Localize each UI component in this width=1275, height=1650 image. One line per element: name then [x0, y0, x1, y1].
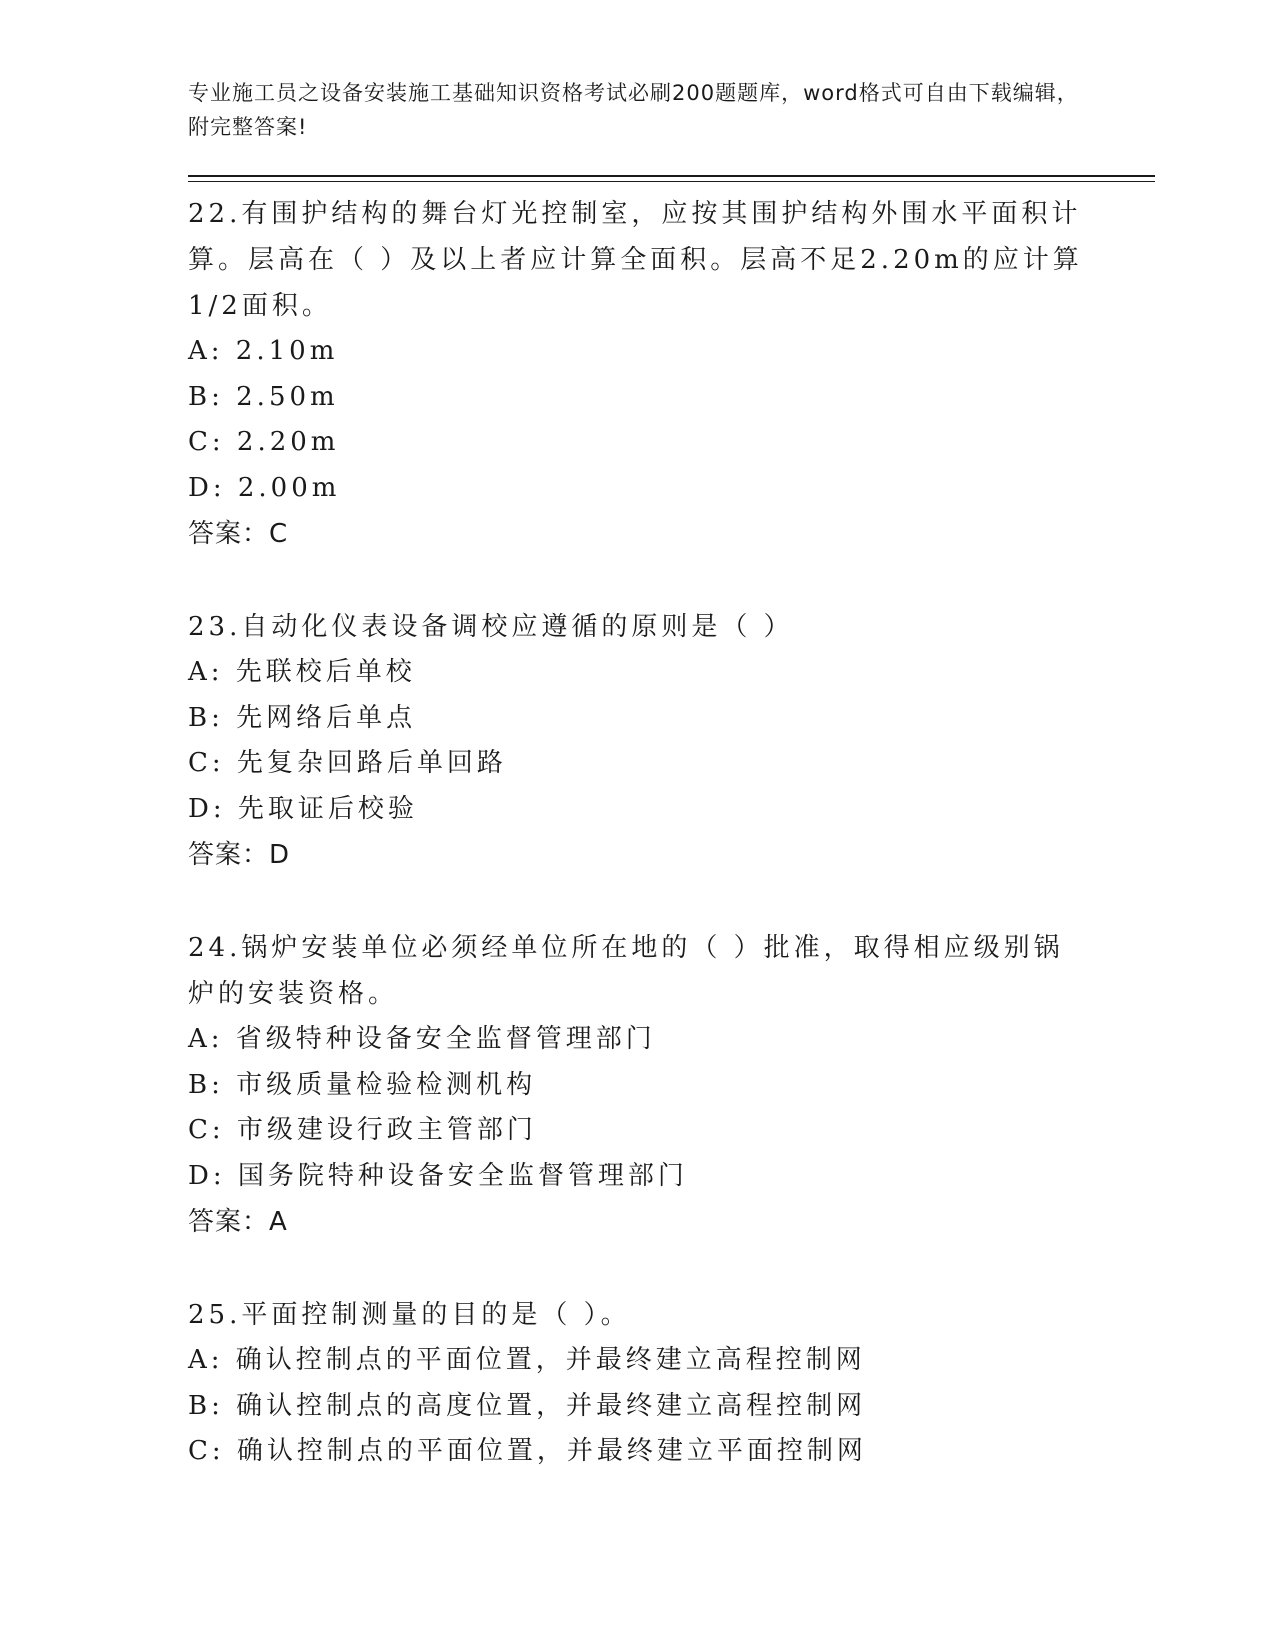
option-b: B: 2.50m	[188, 381, 339, 412]
question-text: 23.自动化仪表设备调校应遵循的原则是（ ）	[188, 612, 794, 642]
question-list	[188, 191, 1088, 1522]
option-c: C: 2.20m	[188, 427, 340, 457]
option-d: D: 2.00m	[188, 472, 341, 503]
header-divider-thick	[188, 175, 1155, 177]
option-a: A: 先联校后单校	[188, 657, 416, 687]
option-b: B: 先网络后单点	[188, 702, 417, 733]
document-header: 专业施工员之设备安装施工基础知识资格考试必刷200题题库，word格式可自由下载编辑，附完整答案!	[188, 81, 1079, 139]
option-a: A: 2.10m	[188, 336, 339, 366]
header-divider-thin	[188, 181, 1155, 182]
option-c: C: 先复杂回路后单回路	[188, 748, 507, 778]
question-23	[188, 604, 1088, 878]
option-a: A: 确认控制点的平面位置，并最终建立高程控制网	[188, 1345, 866, 1375]
option-d: D: 先取证后校验	[188, 793, 418, 824]
answer-label: 答案：A	[188, 1207, 288, 1237]
question-text: 25.平面控制测量的目的是（ ）。	[188, 1300, 631, 1330]
question-text: 24.锅炉安装单位必须经单位所在地的（ ）批准，取得相应级别锅炉的安装资格。	[188, 933, 1064, 1009]
question-25	[188, 1292, 1088, 1475]
answer-label: 答案：C	[188, 519, 289, 549]
question-24	[188, 925, 1088, 1245]
question-22	[188, 191, 1088, 557]
option-b: B: 确认控制点的高度位置，并最终建立高程控制网	[188, 1390, 867, 1421]
option-c: C: 市级建设行政主管部门	[188, 1115, 537, 1145]
question-text: 22.有围护结构的舞台灯光控制室，应按其围护结构外围水平面积计算。层高在（ ）及以上者应计算全面积。层高不足2.20m的应计算1/2面积。	[188, 199, 1083, 321]
option-b: B: 市级质量检验检测机构	[188, 1069, 537, 1100]
option-c: C: 确认控制点的平面位置，并最终建立平面控制网	[188, 1436, 867, 1466]
answer-label: 答案：D	[188, 840, 291, 870]
option-d: D: 国务院特种设备安全监督管理部门	[188, 1160, 688, 1191]
option-a: A: 省级特种设备安全监督管理部门	[188, 1024, 656, 1054]
